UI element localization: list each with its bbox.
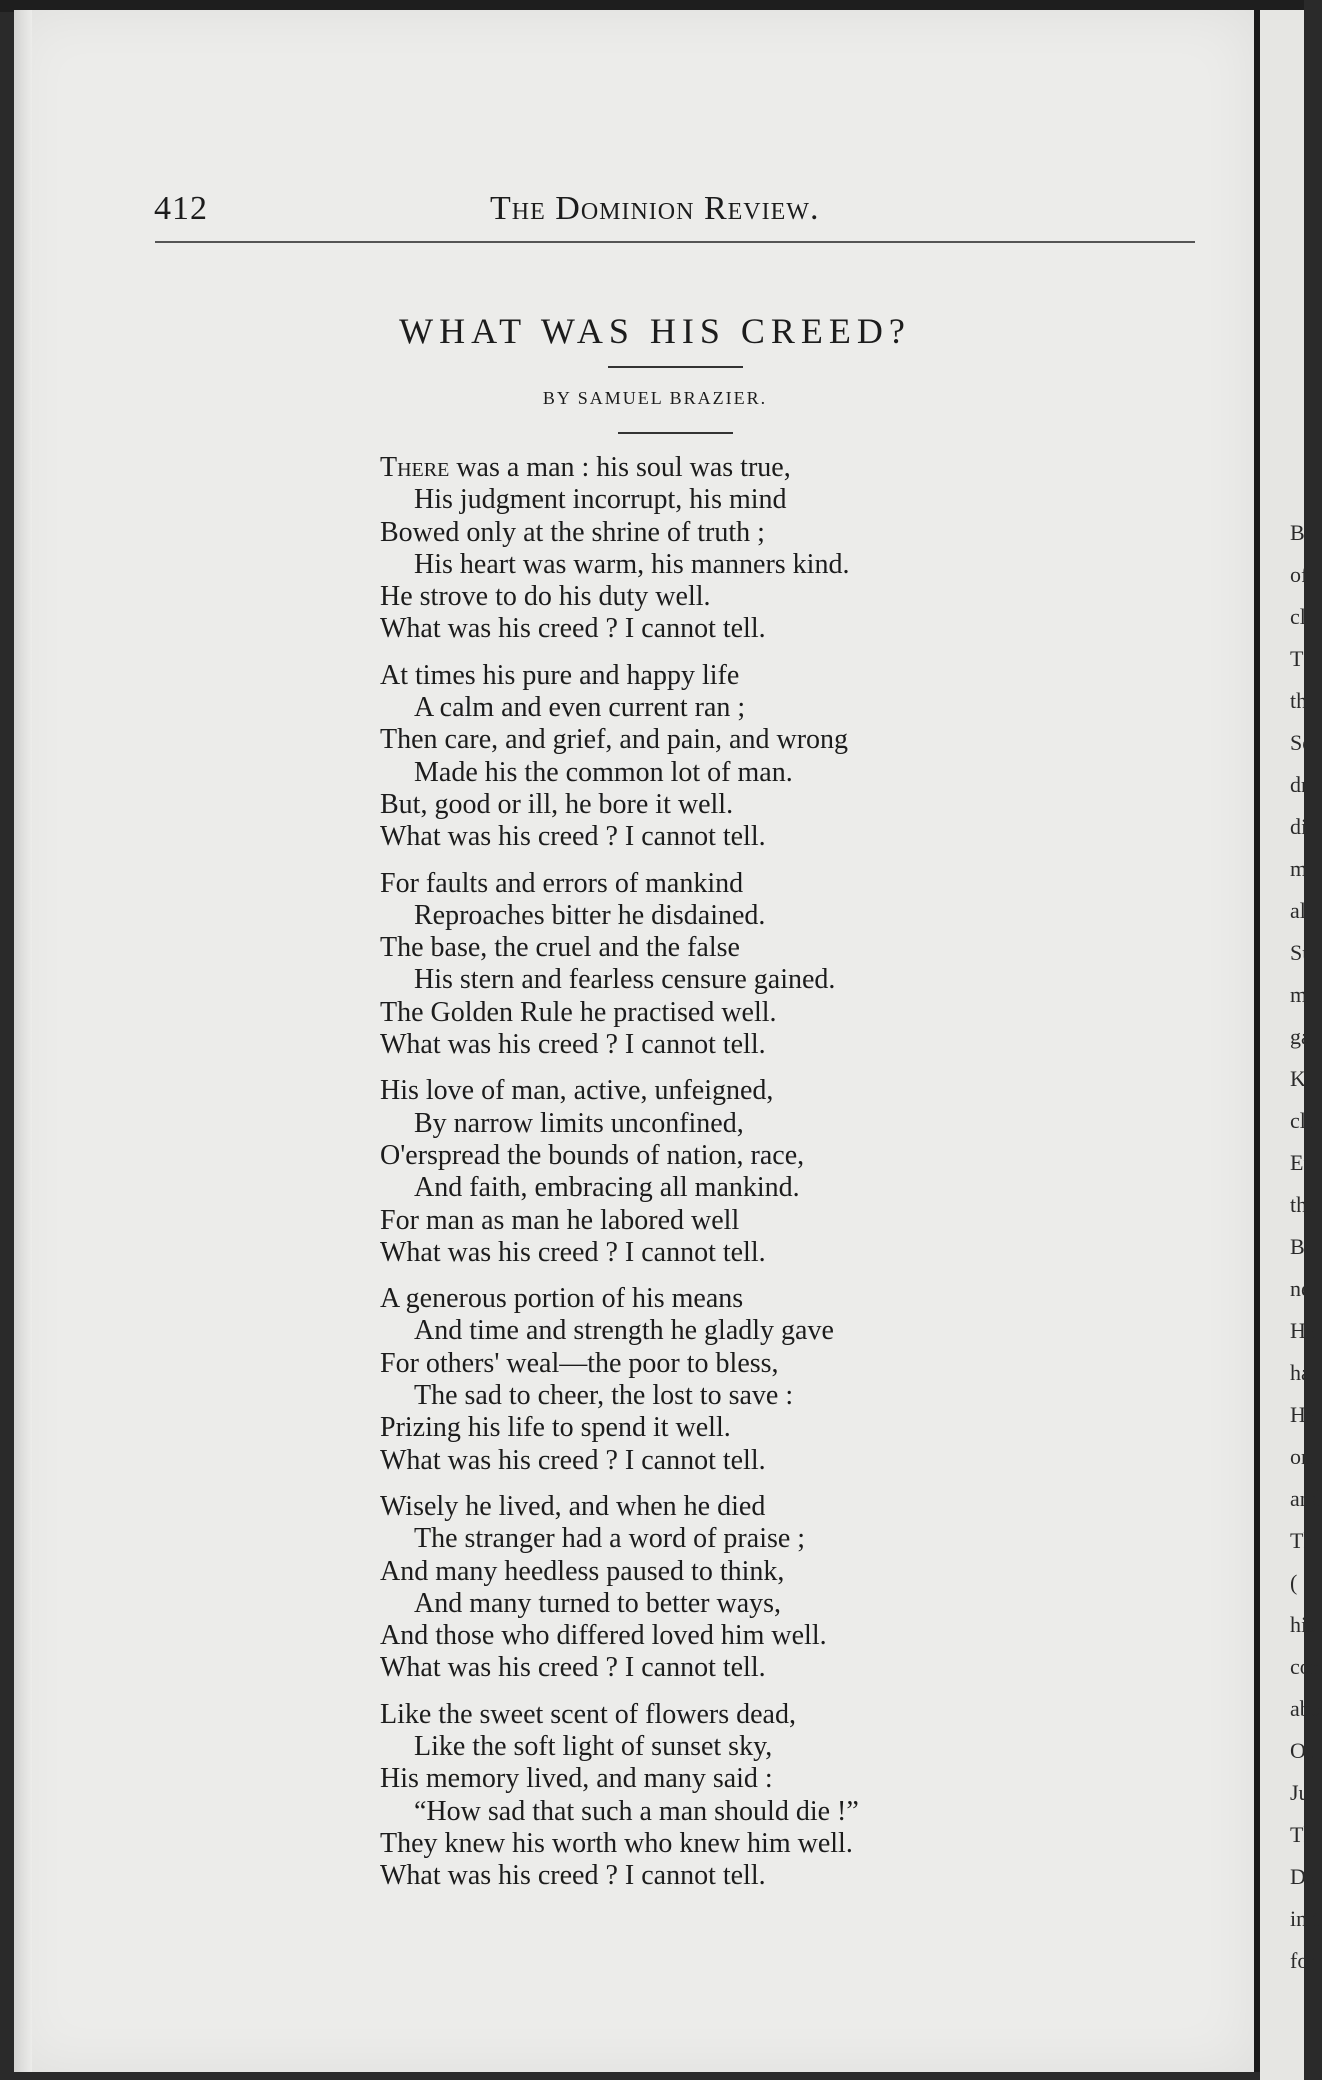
adjacent-page-fragment: Ba xyxy=(1290,1234,1315,1259)
small-caps-opening-word: There xyxy=(380,452,450,483)
poem-line: His love of man, active, unfeigned, xyxy=(380,1075,774,1107)
adjacent-page-fragment: and xyxy=(1290,1486,1322,1511)
adjacent-page-fragment: di xyxy=(1290,814,1308,839)
poem-line: His stern and fearless censure gained. xyxy=(414,964,836,996)
stanza xyxy=(380,452,1140,646)
adjacent-page xyxy=(1260,10,1322,2080)
poem-line: What was his creed ? I cannot tell. xyxy=(380,1860,766,1892)
poem-line: There was a man : his soul was true, xyxy=(380,452,791,483)
poem-line: Then care, and grief, and pain, and wrong xyxy=(380,724,849,756)
adjacent-page-fragment: m xyxy=(1290,982,1308,1007)
stanza xyxy=(380,1491,1140,1685)
adjacent-page-fragment: ne xyxy=(1290,1276,1311,1301)
adjacent-page-fragment: Th xyxy=(1290,1528,1315,1553)
poem-line: For man as man he labored well xyxy=(380,1204,740,1236)
adjacent-page-fragment: th xyxy=(1290,688,1308,713)
adjacent-page-fragment: De xyxy=(1290,1864,1316,1889)
adjacent-page-fragment: He xyxy=(1290,1318,1316,1343)
poem-line: And time and strength he gladly gave xyxy=(414,1315,834,1347)
stanza xyxy=(380,868,1140,1062)
poem-line: His memory lived, and many said : xyxy=(380,1763,773,1795)
poem-title: WHAT WAS HIS CREED? xyxy=(399,311,911,351)
poem-line: And those who differed loved him well. xyxy=(380,1620,827,1652)
poem-line: He strove to do his duty well. xyxy=(380,581,711,613)
adjacent-page-fragment: Jul xyxy=(1290,1780,1316,1805)
adjacent-page-fragment: of xyxy=(1290,562,1309,587)
poem-line: For faults and errors of mankind xyxy=(380,867,744,899)
adjacent-page-fragment: ( xyxy=(1290,1570,1298,1595)
adjacent-page-fragment: abo xyxy=(1290,1696,1322,1721)
poem-byline: BY SAMUEL BRAZIER. xyxy=(542,388,768,408)
adjacent-page-fragment: ga xyxy=(1290,1024,1311,1049)
adjacent-page-fragment: on xyxy=(1290,1444,1312,1469)
adjacent-page-fragment: cla xyxy=(1290,1108,1316,1133)
adjacent-page-fragment: dr xyxy=(1290,772,1309,797)
adjacent-page-fragment: al xyxy=(1290,898,1306,923)
poem-line: They knew his worth who knew him well. xyxy=(380,1827,853,1859)
poem-line: And faith, embracing all mankind. xyxy=(414,1172,800,1204)
adjacent-page-fragment: cor xyxy=(1290,1654,1319,1679)
adjacent-page-fragment: Se xyxy=(1290,730,1312,755)
running-head-rule xyxy=(155,241,1195,243)
adjacent-page-fragment: cl xyxy=(1290,604,1306,629)
poem-line: What was his creed ? I cannot tell. xyxy=(380,1444,766,1476)
stanza xyxy=(380,1075,1140,1269)
poem-line: For others' weal—the poor to bless, xyxy=(380,1347,779,1379)
poem-line: What was his creed ? I cannot tell. xyxy=(380,1029,766,1061)
poem-line: Made his the common lot of man. xyxy=(414,756,793,788)
adjacent-page-fragment: for xyxy=(1290,1948,1316,1973)
adjacent-page-fragment: Th xyxy=(1290,1822,1315,1847)
adjacent-page-fragment: B xyxy=(1290,520,1305,545)
poem-line: Like the soft light of sunset sky, xyxy=(414,1730,773,1762)
poem-line: Prizing his life to spend it well. xyxy=(380,1412,731,1444)
poem-body xyxy=(380,452,1140,1906)
adjacent-page-fragment: the xyxy=(1290,1192,1317,1217)
poem-line: What was his creed ? I cannot tell. xyxy=(380,613,766,645)
poem-line: A calm and even current ran ; xyxy=(414,692,746,724)
poem-line: By narrow limits unconfined, xyxy=(414,1107,744,1139)
adjacent-page-fragment: T xyxy=(1290,646,1304,671)
poem-line: At times his pure and happy life xyxy=(380,659,740,691)
poem-line: Like the sweet scent of flowers dead, xyxy=(380,1698,796,1730)
poem-line: What was his creed ? I cannot tell. xyxy=(380,1652,766,1684)
poem-line: A generous portion of his means xyxy=(380,1283,744,1315)
page-number: 412 xyxy=(154,190,208,227)
poem-line: And many turned to better ways, xyxy=(414,1587,782,1619)
title-rule xyxy=(608,366,743,368)
adjacent-page-fragment: in t xyxy=(1290,1906,1319,1931)
running-head xyxy=(140,180,1200,230)
poem-line: The stranger had a word of praise ; xyxy=(414,1523,806,1555)
poem-line: What was his creed ? I cannot tell. xyxy=(380,1236,766,1268)
adjacent-page-fragment: his xyxy=(1290,1612,1316,1637)
poem-line: The Golden Rule he practised well. xyxy=(380,996,777,1028)
poem-line: But, good or ill, he bore it well. xyxy=(380,788,734,820)
byline-rule xyxy=(618,432,733,434)
journal-title: The Dominion Review. xyxy=(490,190,820,227)
stanza xyxy=(380,1283,1140,1477)
poem-line: His heart was warm, his manners kind. xyxy=(414,548,850,580)
poem-line: His judgment incorrupt, his mind xyxy=(414,484,787,516)
adjacent-page-fragment: Su xyxy=(1290,940,1314,965)
poem-line: “How sad that such a man should die !” xyxy=(414,1795,859,1827)
poem-line: What was his creed ? I cannot tell. xyxy=(380,821,766,853)
adjacent-page-fragment: Eu xyxy=(1290,1150,1315,1175)
poem-line: The base, the cruel and the false xyxy=(380,932,740,964)
poem-line: The sad to cheer, the lost to save : xyxy=(414,1380,794,1412)
poem-line: Reproaches bitter he disdained. xyxy=(414,899,766,931)
stanza xyxy=(380,660,1140,854)
adjacent-page-fragment: Ou xyxy=(1290,1738,1317,1763)
poem-line: O'erspread the bounds of nation, race, xyxy=(380,1139,805,1171)
stanza xyxy=(380,1699,1140,1893)
adjacent-page-fragment: ha xyxy=(1290,1360,1311,1385)
poem-line: Bowed only at the shrine of truth ; xyxy=(380,516,765,548)
adjacent-page-fragment: Kl xyxy=(1290,1066,1312,1091)
poem-line: Wisely he lived, and when he died xyxy=(380,1490,766,1522)
adjacent-page-fragment: m xyxy=(1290,856,1308,881)
poem-line: And many heedless paused to think, xyxy=(380,1555,785,1587)
adjacent-page-fragment: He xyxy=(1290,1402,1316,1427)
